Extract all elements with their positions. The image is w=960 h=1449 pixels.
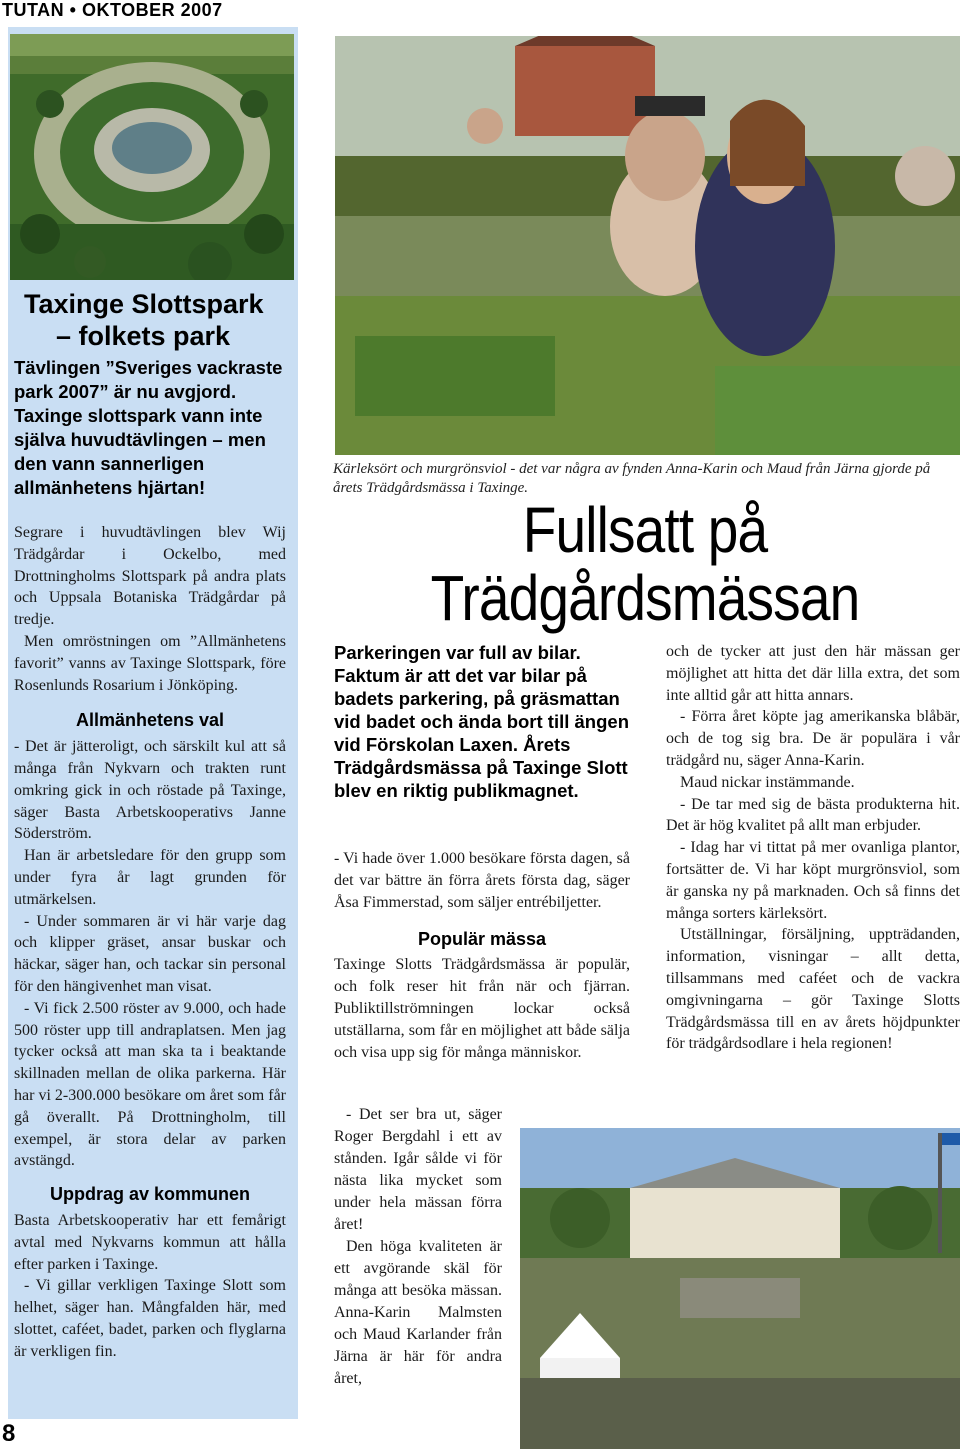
page-number: 8 xyxy=(2,1420,16,1447)
article-paragraph: Den höga kvaliteten är ett avgörande skäl för många att besöka mässan. Anna-Karin Malmsten och Maud Karlander från Järna är här för andra året, xyxy=(334,1238,502,1387)
article-column-2 xyxy=(334,848,630,1064)
article-paragraph: - Idag har vi tittat på mer ovanliga plantor, fortsätter de. Vi har köpt murgrönsviol, som är ganska ny på marknaden. Och så finns det många sorters kärleksört. xyxy=(666,839,960,922)
article-paragraph: Taxinge Slotts Trädgårdsmässa är populär, och folk reser hit från när och fjärran. Publiktillströmningen lockar också utställarna, som får en möjlighet att både sälja och visa upp sig för många människor. xyxy=(334,956,630,1061)
garden-photo xyxy=(10,34,294,280)
article-paragraph: Utställningar, försäljning, uppträdanden, information, visningar – allt detta, tillsammans med caféet och de vackra omgivningarna – gör Taxinge Slotts Trädgårdsmässa till en av årets höjdpunkter för trädgårdsodlare i hela regionen! xyxy=(666,926,960,1053)
sidebar-paragraph: Segrare i huvudtävlingen blev Wij Trädgårdar i Ockelbo, med Drottningholms Slottspark på andra plats och Uppsala Botaniska Trädgårdar på tredje. xyxy=(14,524,286,629)
sidebar-title-line2: – folkets park xyxy=(56,321,231,351)
page-kicker: TUTAN • OKTOBER 2007 xyxy=(2,0,223,20)
article-paragraph: - De tar med sig de bästa produkterna hit. Det är hög kvalitet på allt man erbjuder. xyxy=(666,795,960,835)
article-column-2-narrow xyxy=(334,1104,502,1390)
photo-caption: Kärleksört och murgrönsviol - det var några av fynden Anna-Karin och Maud från Järna gjorde på årets Trädgårdsmässa i Taxinge. xyxy=(333,461,931,496)
article-paragraph: Maud nickar instämmande. xyxy=(680,773,855,791)
article-column-3 xyxy=(666,641,960,1055)
headline-line1: Fullsatt på xyxy=(522,494,768,566)
sidebar-subheading: Allmänhetens val xyxy=(75,710,225,731)
article-subheading: Populär mässa xyxy=(417,929,547,949)
article-paragraph: och de tycker att just den här mässan ger möjlighet att hitta det där lilla extra, det som inte alltid går att hitta annars. xyxy=(666,643,960,704)
sidebar-paragraph: - Vi fick 2.500 röster av 9.000, och hade 500 röster upp till andraplatsen. Men jag tycker också att man ska ta i beaktande skillnaden mellan de olika parkerna. Här har vi 2-300.000 besökare om året som får gå överallt. På Drottningholm, till exempel, är stora delar av parken avstängd. xyxy=(14,999,286,1170)
sidebar-body xyxy=(14,522,286,1362)
castle-photo xyxy=(520,1128,960,1449)
sidebar-paragraph: - Under sommaren är vi här varje dag och klipper gräset, ansar buskar och häckar, säger han, och tackar sin personal för den hängivenhet man visat. xyxy=(14,912,286,995)
sidebar-paragraph: - Det är jätteroligt, och särskilt kul att så många från Nykvarn och trakten runt omkring gick in och röstade på Taxinge, säger Basta Arbetskooperativs Janne Söderström. xyxy=(14,738,286,843)
sidebar-title xyxy=(24,288,294,352)
sidebar-paragraph: Men omröstningen om ”Allmänhetens favorit” vanns av Taxinge Slottspark, före Rosenlunds Rosarium i Jönköping. xyxy=(14,632,286,694)
sidebar-paragraph: Han är arbetsledare för den grupp som under fyra år lagt grunden för utmärkelsen. xyxy=(14,847,286,908)
article-paragraph: - Vi hade över 1.000 besökare första dagen, så det var bättre än förra årets första dag, säger Åsa Fimmerstad, som säljer entrébiljetter. xyxy=(334,850,630,911)
sidebar-paragraph: - Vi gillar verkligen Taxinge Slott som helhet, säger han. Mångfalden här, med slottet, caféet, badet, parken och flyglarna är verkligen fin. xyxy=(14,1277,286,1360)
headline-line2: Trädgårdsmässan xyxy=(430,562,860,634)
sidebar-title-line1: Taxinge Slottspark xyxy=(24,289,264,319)
article-paragraph: - Det ser bra ut, säger Roger Bergdahl i ett av stånden. Igår sålde vi för nästa lika mycket som under hela mässan förra året! xyxy=(334,1106,502,1233)
sidebar-paragraph: Basta Arbetskooperativ har ett femårigt avtal med Nykvarns kommun att hålla efter parken i Taxinge. xyxy=(14,1211,286,1273)
headline xyxy=(374,496,916,632)
sidebar-subheading: Uppdrag av kommunen xyxy=(49,1184,251,1205)
article-paragraph: - Förra året köpte jag amerikanska blåbär, och de tog sig bra. De är populära i vår trädgård nu, säger Anna-Karin. xyxy=(666,708,960,769)
sidebar-deck: Tävlingen ”Sveriges vackraste park 2007” är nu avgjord. Taxinge slottspark vann inte själva huvudtävlingen – men den vann sannerligen allmänhetens hjärtan! xyxy=(14,357,283,498)
article-deck: Parkeringen var full av bilar. Faktum är att det var bilar på badets parkering, på gräsmattan vid badet och ända bort till ängen vid Förskolan Laxen. Årets Trädgårdsmässa på Taxinge Slott blev en riktig publikmagnet. xyxy=(334,642,629,801)
market-photo xyxy=(335,36,960,455)
